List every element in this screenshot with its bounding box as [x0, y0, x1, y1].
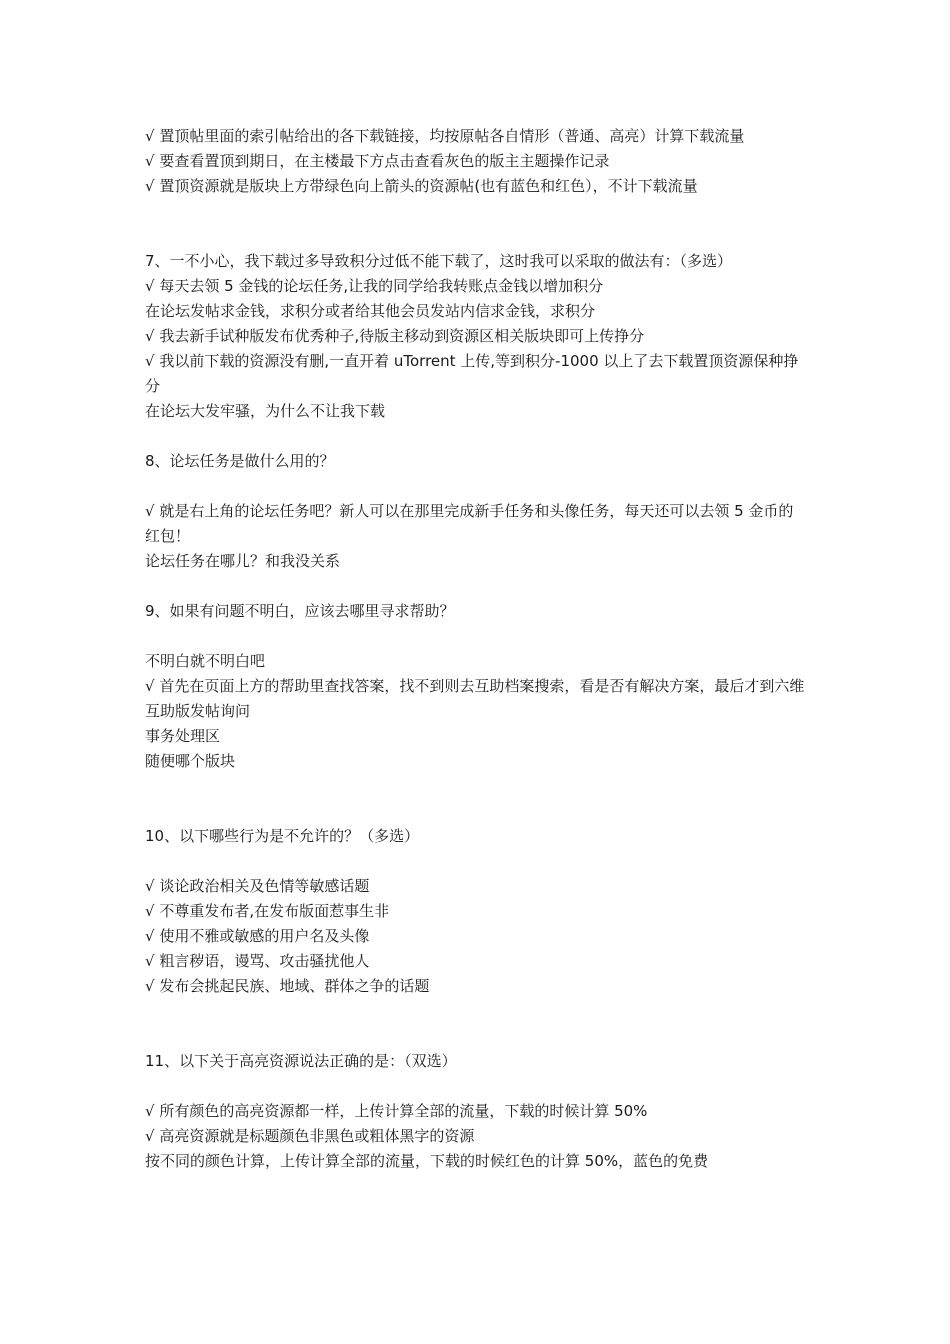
- answer-option: √ 所有颜色的高亮资源都一样，上传计算全部的流量，下载的时候计算 50%: [145, 1102, 648, 1120]
- question-8: [145, 449, 807, 574]
- answer-option: √ 高亮资源就是标题颜色非黑色或粗体黑字的资源: [145, 1127, 475, 1145]
- question-7: [145, 249, 807, 424]
- note-line: √ 置顶帖里面的索引帖给出的各下载链接，均按原帖各自情形（普通、高亮）计算下载流量: [145, 127, 745, 145]
- answer-option: 按不同的颜色计算，上传计算全部的流量，下载的时候红色的计算 50%，蓝色的免费: [145, 1152, 709, 1170]
- answer-option: √ 首先在页面上方的帮助里查找答案，找不到则去互助档案搜索，看是否有解决方案，最后才到六维互助版发帖询问: [145, 677, 805, 720]
- note-line: √ 置顶资源就是版块上方带绿色向上箭头的资源帖(也有蓝色和红色），不计下载流量: [145, 177, 698, 195]
- question-title: 7、一不小心，我下载过多导致积分过低不能下载了，这时我可以采取的做法有：（多选）: [145, 252, 733, 270]
- question-11: [145, 1049, 807, 1174]
- answer-option: √ 就是右上角的论坛任务吧？新人可以在那里完成新手任务和头像任务，每天还可以去领 5 金币的红包！: [145, 502, 794, 545]
- question-10: [145, 824, 807, 999]
- answer-option: √ 每天去领 5 金钱的论坛任务,让我的同学给我转账点金钱以增加积分: [145, 277, 604, 295]
- question-title: 10、以下哪些行为是不允许的？（多选）: [145, 827, 420, 845]
- answer-option: √ 谈论政治相关及色情等敏感话题: [145, 877, 370, 895]
- answer-option: √ 我以前下载的资源没有删,一直开着 uTorrent 上传,等到积分-1000 以上了去下载置顶资源保种挣分: [145, 352, 799, 395]
- answer-option: 在论坛大发牢骚，为什么不让我下载: [145, 402, 386, 420]
- answer-option: 随便哪个版块: [145, 752, 236, 770]
- note-line: √ 要查看置顶到期日，在主楼最下方点击查看灰色的版主主题操作记录: [145, 152, 610, 170]
- question-9: [145, 599, 807, 774]
- answer-option: 在论坛发帖求金钱，求积分或者给其他会员发站内信求金钱，求积分: [145, 302, 596, 320]
- question-title: 11、以下关于高亮资源说法正确的是：（双选）: [145, 1052, 457, 1070]
- answer-option: √ 我去新手试种版发布优秀种子,待版主移动到资源区相关版块即可上传挣分: [145, 327, 645, 345]
- intro-notes: [145, 124, 807, 199]
- answer-option: √ 不尊重发布者,在发布版面惹事生非: [145, 902, 390, 920]
- answer-option: 不明白就不明白吧: [145, 652, 266, 670]
- question-title: 8、论坛任务是做什么用的？: [145, 452, 335, 470]
- question-title: 9、如果有问题不明白，应该去哪里寻求帮助？: [145, 602, 455, 620]
- answer-option: √ 使用不雅或敏感的用户名及头像: [145, 927, 370, 945]
- answer-option: √ 粗言秽语，谩骂、攻击骚扰他人: [145, 952, 370, 970]
- answer-option: 论坛任务在哪儿？和我没关系: [145, 552, 341, 570]
- document-page: [145, 124, 807, 1174]
- answer-option: 事务处理区: [145, 727, 221, 745]
- answer-option: √ 发布会挑起民族、地域、群体之争的话题: [145, 977, 430, 995]
